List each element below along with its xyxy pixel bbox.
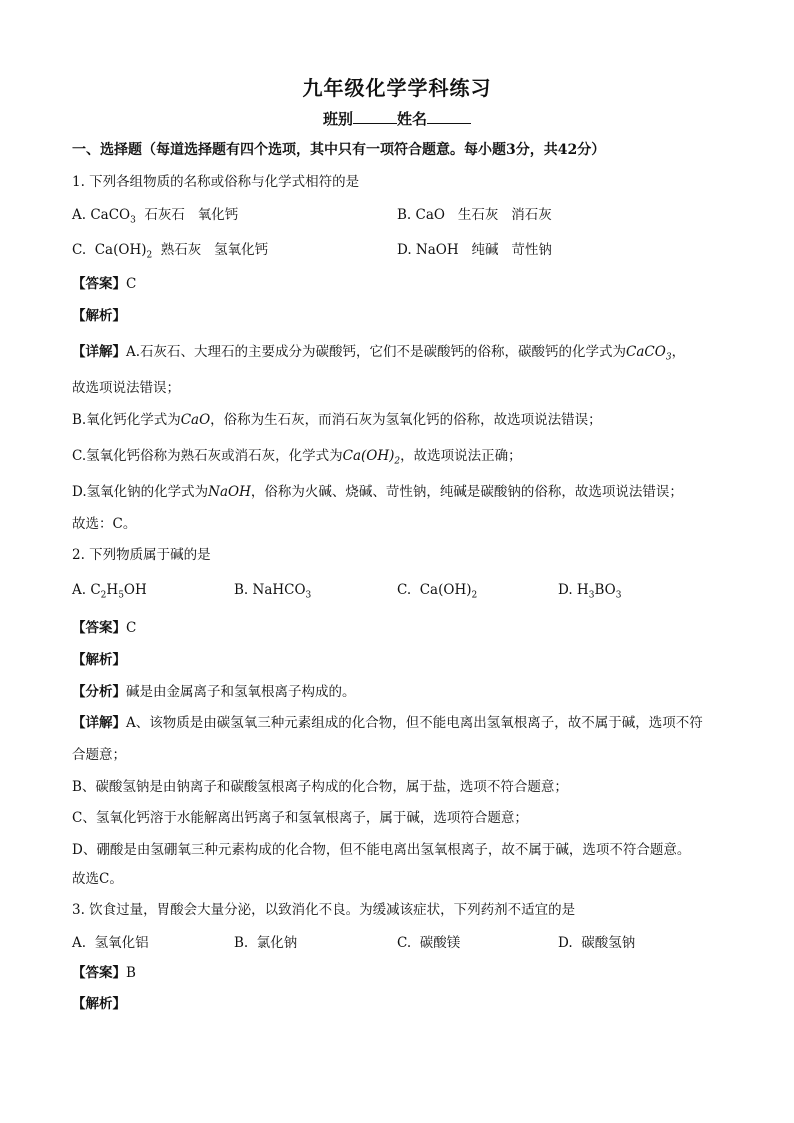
q3-option-a: A. 氢氧化铝	[72, 935, 149, 951]
q2-detail-b: B、碳酸氢钠是由钠离子和碳酸氢根离子构成的化合物，属于盐，选项不符合题意；	[72, 779, 568, 795]
q3-stem: 3. 饮食过量，胃酸会大量分泌，以致消化不良。为缓减该症状，下列药剂不适宜的是	[72, 902, 576, 918]
q1-detail-c: C.氢氧化钙俗称为熟石灰或消石灰，化学式为$Ca(OH)_2$，故选项说法正确；	[72, 448, 522, 467]
class-label: 班别	[322, 110, 353, 128]
q1-option-b: B. CaO 生石灰 消石灰	[397, 207, 552, 223]
class-name-line	[0, 108, 794, 129]
q2-detail-d: D、硼酸是由氢硼氧三种元素构成的化合物，但不能电离出氢氧根离子，故不属于碱，选项不符合题意。	[72, 842, 691, 858]
q3-option-d: D. 碳酸氢钠	[558, 935, 636, 951]
q2-fenxi: 【分析】碱是由金属离子和氢氧根离子构成的。	[72, 684, 356, 700]
q2-option-c: C. $Ca(OH)_2$	[397, 582, 478, 601]
q1-detail-d: D.氢氧化钠的化学式为NaOH，俗称为火碱、烧碱、苛性钠，纯碱是碳酸钠的俗称，故选项说法错误；	[72, 484, 683, 500]
q1-option-a: A. CaCO$_3$ 石灰石 氧化钙	[72, 207, 239, 226]
q1-analysis-label: 【解析】	[72, 308, 126, 324]
q3-option-c: C. 碳酸镁	[397, 935, 461, 951]
q2-option-d: D. $H_3BO_3$	[558, 582, 622, 601]
name-label: 姓名	[397, 110, 428, 128]
q2-option-a: A. $C_2H_5OH$	[72, 582, 147, 601]
section-heading: 一、选择题（每道选择题有四个选项，其中只有一项符合题意。每小题3分，共42分）	[72, 142, 606, 158]
q1-detail-a-cont: 故选项说法错误；	[72, 380, 180, 396]
q2-detail-a: 【详解】A、该物质是由碳氢氧三种元素组成的化合物，但不能电离出氢氧根离子，故不属于碱，选项不符	[72, 715, 703, 731]
q1-stem: 1. 下列各组物质的名称或俗称与化学式相符的是	[72, 174, 360, 190]
q2-stem: 2. 下列物质属于碱的是	[72, 547, 211, 563]
q2-detail-a-cont: 合题意；	[72, 747, 126, 763]
q2-conclusion: 故选C。	[72, 871, 123, 887]
q1-detail-b: B.氧化钙化学式为CaO，俗称为生石灰，而消石灰为氢氧化钙的俗称，故选项说法错误；	[72, 412, 602, 428]
page-title: 九年级化学学科练习	[302, 76, 492, 100]
q3-analysis-label: 【解析】	[72, 996, 126, 1012]
q2-option-b: B. NaHCO$_3$	[234, 582, 312, 601]
q1-conclusion: 故选：C。	[72, 516, 137, 532]
q1-detail-a: 【详解】A.石灰石、大理石的主要成分为碳酸钙，它们不是碳酸钙的俗称，碳酸钙的化学式为CaCO$_3$，	[72, 344, 686, 363]
q1-answer: 【答案】C	[72, 276, 137, 292]
q1-option-c: C. $Ca(OH)_2$ 熟石灰 氢氧化钙	[72, 242, 269, 261]
q2-detail-c: C、氢氧化钙溶于水能解离出钙离子和氢氧根离子，属于碱，选项符合题意；	[72, 810, 528, 826]
q3-option-b: B. 氯化钠	[234, 935, 298, 951]
q3-answer: 【答案】B	[72, 965, 136, 981]
q1-option-d: D. NaOH 纯碱 苛性钠	[397, 242, 552, 258]
name-blank	[427, 109, 471, 124]
q2-analysis-label: 【解析】	[72, 652, 126, 668]
q2-answer: 【答案】C	[72, 620, 137, 636]
class-blank	[353, 109, 397, 124]
